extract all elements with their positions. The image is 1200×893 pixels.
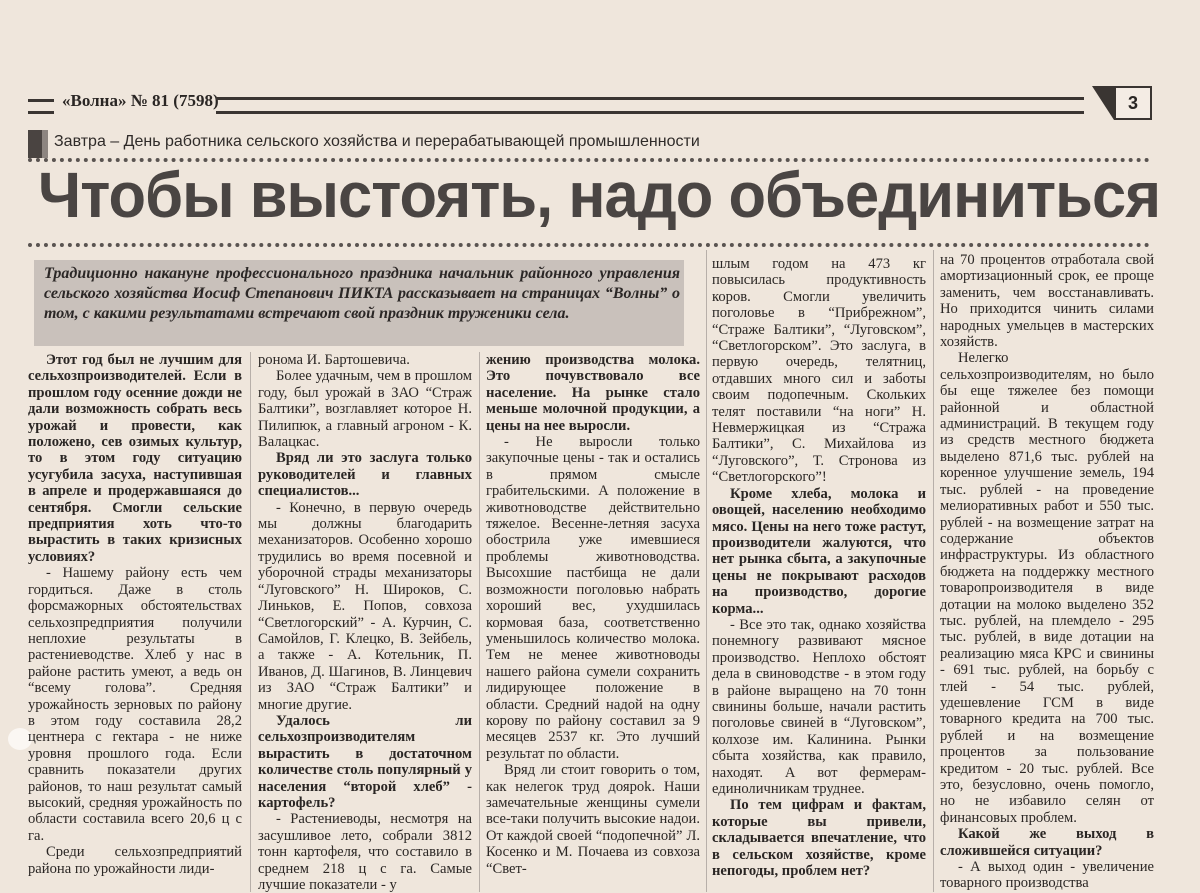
lead-paragraph: Традиционно накануне профессионального праздника начальник районного управления сельского хозяйства Иосиф Степанович ПИКТА рассказывает на страницах “Волны” о том, с какими результатами встречают свой праздник труженики села.: [44, 265, 680, 322]
question-paragraph: Кроме хлеба, молока и овощей, населению необходимо мясо. Цены на него тоже растут, производители жалуются, что нет рынка сбыта, а закупочные цены не покрывают расходов на производство, дорогие корма...: [712, 485, 926, 617]
text-paragraph: Вряд ли стоит говорить о том, как нелегок труд дояроk. Наши замечательные женщины сумели все-таки получить высокие надои. От каждой своей “подопечной” Л. Косенко и М. Почаева из совхоза “Свет-: [486, 762, 700, 877]
article-column-2: [258, 352, 472, 893]
column-divider: [933, 250, 934, 892]
column-divider: [706, 250, 707, 892]
rubric-marker-shade: [42, 130, 48, 158]
question-paragraph: Этот год был не лучшим для сельхозпроизводителей. Если в прошлом году осенние дожди не дали возможность собрать весь урожай и провести, как положено, сев озимых культур, то в этом году ситуацию усугубила засуха, наступившая в апреле и продержавшаяся до сентября. Смогли сельские предприятия хоть что-то вырастить в таких кризисных условиях?: [28, 352, 242, 565]
question-paragraph: жению производства молока. Это почувствовало все население. На рынке стало меньше молочной продукции, а цены на нее выросли.: [486, 352, 700, 434]
column-divider: [250, 352, 251, 892]
text-paragraph: - Все это так, однако хозяйства понемногу развивают мясное производство. Неплохо обстоят дела в свиноводстве - в этом году в районе выращено на 70 тонн свинины больше, начали растить поголовье свиней в “Луговском”, колхозе им. Калинина. Рынки сбыта хозяйства, как правило, находят. А вот фермерам-единоличникам труднее.: [712, 616, 926, 797]
text-paragraph: Нелегко сельхозпроизводителям, но было бы еще тяжелее без помощи районной и областной администраций. В текущем году из средств местного бюджета выделено 871,6 тыс. рублей на коренное улучшение земель, 194 тыс. рублей - на проведение мелиоративных работ и 550 тыс. рублей - на возмещение затрат на содержание объектов инфраструктуры. Из областного бюджета на поддержку местного товаропроизводителя в виде дотации на молоко выделено 352 тыс. рублей, на племдело - 295 тыс. рублей, в виде дотации на реализацию мяса КРС и свинины - 691 тыс. рублей, на борьбу с тлей - 54 тыс. рублей, удешевление ГСМ в виде товарного кредита на 700 тыс. рублей и на возмещение процентов за пользование кредитом - 20 тыс. рублей. Все это, безусловно, очень помогло, но не избавило селян от финансовых проблем.: [940, 350, 1154, 826]
header-rule: [216, 97, 1084, 114]
text-paragraph: - Растениеводы, несмотря на засушливое лето, собрали 3812 тонн картофеля, что составило в среднем 218 ц с га. Самые лучшие показатели - у: [258, 811, 472, 893]
text-paragraph: - Не выросли только закупочные цены - так и остались в прямом смысле грабительскими. А положение в животноводстве действительно тяжелое. Весенне-летняя засуха обострила уже имевшиеся проблемы животноводства. Высохшие пастбища не дали возможности поголовью набрать хороший вес, ухудшилась кормовая база, соответственно уменьшилось количество молока. Тем не менее животноводы нашего района сумели сохранить лидирующее положение в области. Средний надой на одну корову по району составил за 9 месяцев 2537 кг. Это лучший результат по области.: [486, 434, 700, 762]
rubric: Завтра – День работника сельского хозяйства и перерабатывающей промышленности: [54, 133, 700, 150]
article-column-1: [28, 352, 242, 877]
column-divider: [479, 352, 480, 892]
text-paragraph: Среди сельхозпредприятий района по урожайности лиди-: [28, 844, 242, 877]
text-paragraph: - Конечно, в первую очередь мы должны благодарить механизаторов. Особенно хорошо трудились во время посевной и уборочной страды механизаторы “Луговского” Н. Широков, С. Линьков, Е. Попов, совхоза “Светлогорский” - А. Курчин, С. Самойлов, Г. Клецко, В. Зейбель, а также - А. Котельник, П. Иванов, Д. Шагинов, В. Линцевич из ЗАО “Страж Балтики” и многие другие.: [258, 499, 472, 713]
text-paragraph: шлым годом на 473 кг повысилась продуктивность коров. Смогли увеличить поголовье в “Прибрежном”, “Страже Балтики”, “Луговском”, “Светлогорском”. Это заслуга, в первую очередь, телятниц, отдавших много сил и заботы своим подопечным. Скольких телят поставили “на ноги” Н. Невмержицкая из “Стража Балтики”, С. Михайлова из “Луговского”, Т. Стронова из “Светлогорского”!: [712, 256, 926, 486]
text-paragraph: Более удачным, чем в прошлом году, был урожай в ЗАО “Страж Балтики”, возглавляет которое Н. Пилипюк, а главный агроном - К. Валацкас.: [258, 368, 472, 451]
question-paragraph: Удалось ли сельхозпроизводителям вырастить в достаточном количестве столь популярный у населения “второй хлеб” - картофель?: [258, 712, 472, 811]
article-column-4: [712, 256, 926, 879]
text-paragraph: на 70 процентов отработала свой амортизационный срок, ее проще заменить, чем восстанавливать. Но приходится чинить силами народных умельцев в мастерских хозяйств.: [940, 252, 1154, 351]
page-number: 3: [1114, 86, 1152, 120]
question-paragraph: По тем цифрам и фактам, которые вы привели, складывается впечатление, что в сельском хозяйстве, кроме непогоды, проблем нет?: [712, 797, 926, 880]
text-paragraph: рoнома И. Бартошевича.: [258, 352, 410, 368]
article-column-3: [486, 352, 700, 877]
headline: Чтобы выстоять, надо объединиться: [38, 159, 1161, 231]
article-column-5: [940, 252, 1154, 892]
dotted-rule-bottom: [28, 243, 1150, 247]
page-corner-decoration: [1092, 86, 1114, 120]
question-paragraph: Какой же выход в сложившейся ситуации?: [940, 826, 1154, 859]
rubric-marker: [28, 130, 42, 158]
newspaper-issue: «Волна» № 81 (7598): [62, 91, 219, 110]
header-rule-left: [28, 99, 54, 114]
question-paragraph: Вряд ли это заслуга только руководителей и главных специалистов...: [258, 450, 472, 500]
text-paragraph: - Нашему району есть чем гордиться. Даже в столь форсмажорных обстоятельствах сельхозпредприятия получили неплохие результаты в растениеводстве. Хлеб у нас в районе растить умеют, а ведь он “всему голова”. Средняя урожайность зерновых по району в этом году составила 28,2 центнера с гектара - не ниже уровня прошлого года. Если сравнить показатели других районов, то наш результат самый высокий, средняя урожайность по области составила всего 20,6 ц с га.: [28, 565, 242, 844]
text-paragraph: - А выход один - увеличение товарного производства: [940, 859, 1154, 892]
